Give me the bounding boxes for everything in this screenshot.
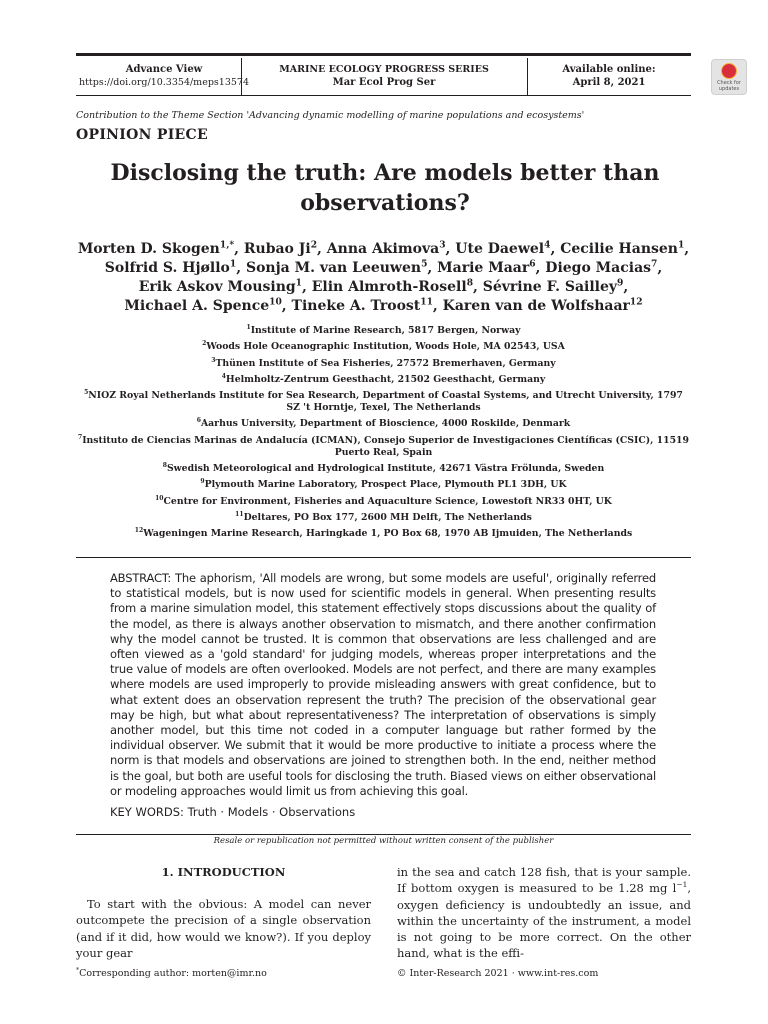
contribution-note: Contribution to the Theme Section 'Advancing dynamic modelling of marine populations and ecosystems' <box>76 110 585 121</box>
copyright: © Inter-Research 2021 · www.int-res.com <box>397 968 599 979</box>
affiliation-number: 7 <box>77 433 83 441</box>
intro-left-column: To start with the obvious: A model can never outcompete the precision of a single observation (and if it did, how would we know?). If you deploy your gear <box>76 897 371 960</box>
author-affiliation-marker: 1,* <box>219 239 235 251</box>
bookmark-icon <box>721 63 737 79</box>
affiliation-item <box>76 463 691 475</box>
affiliation-text: Centre for Environment, Fisheries and Aquaculture Science, Lowestoft NR33 0HT, UK <box>163 495 612 507</box>
journal-cell <box>241 58 527 94</box>
affiliation-text: Aarhus University, Department of Bioscience, 4000 Roskilde, Denmark <box>200 418 571 430</box>
author-affiliation-marker: 11 <box>420 296 433 308</box>
affiliation-item <box>76 512 691 524</box>
author-affiliation-marker: 1 <box>229 258 237 270</box>
author-separator: , <box>623 279 629 295</box>
affiliation-text: Helmholtz-Zentrum Geesthacht, 21502 Geesthacht, Germany <box>225 373 546 385</box>
author-separator: , <box>535 260 546 276</box>
author-separator: , <box>302 279 312 295</box>
author-name: Karen van de Wolfshaar <box>442 298 630 314</box>
available-cell <box>527 58 691 94</box>
affiliation-item <box>76 528 691 540</box>
corresponding-mark: * <box>76 966 80 974</box>
affiliation-text: Plymouth Marine Laboratory, Prospect Place, Plymouth PL1 3DH, UK <box>204 479 567 491</box>
author-separator: , <box>236 260 246 276</box>
affiliation-item <box>76 496 691 508</box>
author-separator: , <box>234 241 244 257</box>
author-affiliation-marker: 2 <box>310 239 318 251</box>
header-top-rule <box>76 53 691 56</box>
check-for-updates-badge[interactable] <box>711 59 747 95</box>
intro-right-column <box>397 864 691 962</box>
section-rule <box>76 557 691 558</box>
corresponding-author <box>76 968 267 979</box>
author-affiliation-marker: 1 <box>677 239 685 251</box>
author-affiliation-marker: 5 <box>421 258 428 270</box>
keywords: KEY WORDS: Truth · Models · Observations <box>110 805 356 819</box>
author-name: Tineke A. Troost <box>291 298 421 314</box>
affiliation-number: 3 <box>211 356 216 364</box>
article-type: OPINION PIECE <box>76 127 208 143</box>
author-name: Diego Macias <box>545 260 652 276</box>
affiliation-text: Deltares, PO Box 177, 2600 MH Delft, The Netherlands <box>243 511 532 523</box>
intro-right-text-b: , oxygen deficiency is undoubtedly an issue, and within the uncertainty of the instrument, a model is not going to be more correct. On the other hand, what is the effi- <box>397 881 691 961</box>
author-separator: , <box>550 241 561 257</box>
author-separator: , <box>281 298 292 314</box>
author-affiliation-marker: 12 <box>629 296 643 308</box>
author-affiliation-marker: 4 <box>544 239 551 251</box>
affiliation-number: 5 <box>84 389 89 397</box>
affiliation-item <box>76 374 691 386</box>
author-separator: , <box>317 241 327 257</box>
affiliation-text: Woods Hole Oceanographic Institution, Woods Hole, MA 02543, USA <box>206 341 565 353</box>
doi-link[interactable]: https://doi.org/10.3354/meps13574 <box>78 77 249 88</box>
author-separator: , <box>657 260 663 276</box>
affiliation-list <box>76 325 691 545</box>
affiliation-item <box>76 358 691 370</box>
affiliation-text: Instituto de Ciencias Marinas de Andalucía (ICMAN), Consejo Superior de Investigaciones Científicas (CSIC), 11519 Puerto Real, Spain <box>82 434 689 458</box>
author-separator: , <box>427 260 438 276</box>
affiliation-item <box>76 418 691 430</box>
affiliation-item <box>76 325 691 337</box>
affiliation-text: NIOZ Royal Netherlands Institute for Sea Research, Department of Coastal Systems, and Utrecht University, 1797 SZ 't Horntje, Texel, The Netherlands <box>88 390 683 414</box>
intro-heading: 1. INTRODUCTION <box>161 865 286 879</box>
intro-right-text-a: in the sea and catch 128 fish, that is your sample. If bottom oxygen is measured to be 1.28 mg l <box>397 865 691 896</box>
author-separator: , <box>445 241 456 257</box>
author-name: Erik Askov Mousing <box>138 279 296 295</box>
header-bottom-rule <box>76 95 691 96</box>
affiliation-item <box>76 435 691 459</box>
advance-view-cell <box>76 58 252 94</box>
affiliation-item <box>76 341 691 353</box>
author-affiliation-marker: 1 <box>295 277 302 289</box>
affiliation-item <box>76 479 691 491</box>
affiliation-item <box>76 390 691 414</box>
author-name: Marie Maar <box>437 260 530 276</box>
corresponding-text[interactable]: Corresponding author: morten@imr.no <box>79 968 267 979</box>
author-name: Michael A. Spence <box>124 298 270 314</box>
author-name: Morten D. Skogen <box>77 241 220 257</box>
unit-superscript: −1 <box>676 880 688 890</box>
resale-notice-wrap <box>76 828 691 847</box>
journal-abbrev: Mar Ecol Prog Ser <box>332 77 436 88</box>
affiliation-number: 11 <box>235 510 244 518</box>
affiliation-text: Swedish Meteorological and Hydrological Institute, 42671 Västra Frölunda, Sweden <box>166 463 605 475</box>
affiliation-text: Thünen Institute of Sea Fisheries, 27572 Bremerhaven, Germany <box>215 357 556 369</box>
advance-view-title: Advance View <box>125 64 203 75</box>
affiliation-number: 10 <box>155 494 164 502</box>
affiliation-number: 9 <box>200 478 205 486</box>
author-name: Rubao Ji <box>243 241 311 257</box>
author-list <box>76 240 691 316</box>
author-name: Cecilie Hansen <box>560 241 678 257</box>
affiliation-number: 8 <box>162 461 167 469</box>
affiliation-text: Institute of Marine Research, 5817 Bergen, Norway <box>250 325 521 336</box>
author-affiliation-marker: 7 <box>651 258 658 270</box>
author-affiliation-marker: 3 <box>439 239 446 251</box>
affiliation-number: 4 <box>221 372 226 380</box>
author-separator: , <box>473 279 483 295</box>
author-name: Solfrid S. Hjøllo <box>104 260 230 276</box>
resale-notice: Resale or republication not permitted without written consent of the publisher <box>211 836 557 846</box>
author-separator: , <box>432 298 443 314</box>
affiliation-number: 6 <box>196 417 201 425</box>
badge-label: Check for updates <box>717 80 741 92</box>
author-affiliation-marker: 9 <box>617 277 624 289</box>
author-name: Elin Almroth-Rosell <box>311 279 467 295</box>
abstract: ABSTRACT: The aphorism, 'All models are wrong, but some models are useful', originally referred to statistical models, but is now used for scientific models in general. When presenting results from a marine simulation model, this statement effectively stops discussions about the quality of the model, as there is always another observation to mismatch, and there another confirmation why the model cannot be trusted. It is common that observations are less challenged and are often viewed as a 'gold standard' for judging models, whereas proper interpretations and the true value of models are often overlooked. Models are not perfect, and there are many examples where models are used improperly to provide misleading answers with great confidence, but to what extent does an observation represent the truth? The precision of the observational gear may be high, but what about representativeness? The interpretation of observations is simply another model, but this time not coded in a computer language but rather formed by the individual observer. We submit that it would be more productive to initiate a process where the norm is that models and observations are joined to strengthen both. In the end, neither method is the goal, but both are useful tools for disclosing the truth. Biased views on either observational or modeling approaches would limit us from achieving this goal. <box>110 571 656 798</box>
author-name: Sonja M. van Leeuwen <box>245 260 422 276</box>
author-name: Anna Akimova <box>326 241 440 257</box>
author-affiliation-marker: 6 <box>529 258 536 270</box>
affiliation-number: 12 <box>134 527 144 535</box>
author-separator: , <box>684 241 690 257</box>
author-affiliation-marker: 8 <box>466 277 474 289</box>
author-name: Ute Daewel <box>455 241 545 257</box>
author-name: Sévrine F. Sailley <box>482 279 618 295</box>
affiliation-text: Wageningen Marine Research, Haringkade 1, PO Box 68, 1970 AB Ijmuiden, The Netherlands <box>143 528 633 540</box>
available-date: April 8, 2021 <box>572 77 646 88</box>
affiliation-number: 1 <box>246 323 251 331</box>
available-label: Available online: <box>562 64 656 75</box>
author-affiliation-marker: 10 <box>269 296 282 308</box>
journal-name: MARINE ECOLOGY PROGRESS SERIES <box>279 64 489 75</box>
affiliation-number: 2 <box>202 340 207 348</box>
article-title: Disclosing the truth: Are models better than observations? <box>110 160 660 216</box>
